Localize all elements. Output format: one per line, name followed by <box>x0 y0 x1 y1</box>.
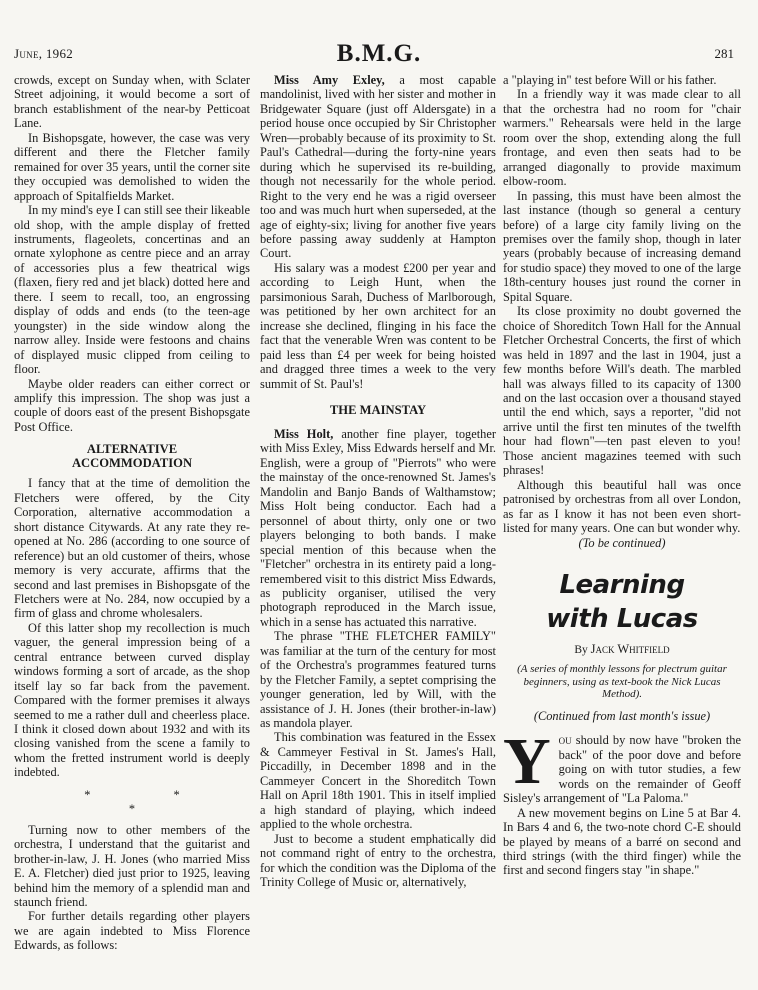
column-1 <box>14 73 250 953</box>
magazine-title: B.M.G. <box>336 40 422 67</box>
paragraph-text: a most capable mandolinist, lived with her sister and mother in Bridgewater Square (just off Aldersgate) in a period house once occupied by Sir Christopher Wren—probably because of its proximity to St. Paul's Cathedral—during the forty-nine years during which he supervised its re-building, though not necessarily for the whole period. Right to the very end he was a rigid overseer too and was much hurt when superseded, at the age of eighty-six; living for another five years before passing away suddenly at Hampton Court. <box>260 73 496 261</box>
series-note: (A series of monthly lessons for plectrum guitar beginners, using as text-book the Nick Lucas Method). <box>517 663 727 701</box>
paragraph: crowds, except on Sunday when, with Sclater Street adjoining, it would become a sort of branch establishment of the near-by Petticoat Lane. <box>14 73 250 131</box>
to-be-continued: (To be continued) <box>578 535 666 550</box>
page-header <box>0 40 758 70</box>
section-heading <box>14 442 250 470</box>
paragraph <box>260 427 496 629</box>
paragraph <box>260 73 496 261</box>
person-name: Miss Amy Exley, <box>274 73 385 87</box>
first-word: ou <box>558 733 572 748</box>
paragraph: a "playing in" test before Will or his father. <box>503 73 717 87</box>
column-2 <box>260 73 496 889</box>
paragraph: In a friendly way it was made clear to all that the orchestra had no room for "chair warmers." Rehearsals were held in the large room over the shop, extending along the full frontage, and even then seats had to be arranged diagonally to provide maximum elbow-room. <box>503 87 741 189</box>
paragraph: His salary was a modest £200 per year and according to Leigh Hunt, when the parsimonious Sarah, Duchess of Marlborough, was petitioned by her own architect for an increase she declined, flinging in his face the fact that the venerable Wren was content to be paid less than £4 per week for being hoisted and dragged three times a week to the very summit of St. Paul's! <box>260 260 496 391</box>
paragraph: Turning now to other members of the orchestra, I understand that the guitarist and brother-in-law, J. H. Jones (who married Miss E. A. Fletcher) died just prior to 1925, leaving behind him the memory of a splendid man and staunch friend. <box>14 822 250 910</box>
byline-by: By <box>574 643 591 656</box>
paragraph: This combination was featured in the Essex & Cammeyer Festival in St. James's Hall, Piccadilly, in December 1898 and in the Cammeyer Concert in the Shoreditch Town Hall on April 18th 1901. This in itself implied a high standard of playing, which indeed applied to the whole orchestra. <box>260 730 496 832</box>
paragraph: For further details regarding other players we are again indebted to Miss Florence Edwards, as follows: <box>14 909 250 953</box>
paragraph <box>503 725 741 806</box>
article-headline <box>503 568 741 636</box>
person-name: Miss Holt, <box>274 426 334 441</box>
byline <box>503 642 741 657</box>
issue-date: June, 1962 <box>14 46 74 61</box>
paragraph: In Bishopsgate, however, the case was very different and there the Fletcher family remained for over 35 years, until the corner site they occupied was demolished to widen the approach of Spitalfields Market. <box>14 130 250 203</box>
paragraph: In passing, this must have been almost the last instance (though so general a century before) of a large city family living on the premises over the family shop, though in later years (probably because of increasing demand for studio space) they moved to one of the large 18th-century houses just round the corner in Spital Square. <box>503 188 741 304</box>
section-heading-line: ACCOMMODATION <box>71 456 193 471</box>
paragraph: I fancy that at the time of demolition the Fletchers were offered, by the City Corporation, alternative accommodation a short distance Citywards. At any rate they re-opened at No. 286 (according to one source of reference) but an old customer of theirs, whose memory is very accurate, affirms that the second and last premises in Bishopsgate of the Fletchers were at No. 284, now occupied by a firm of glass and chrome wholesalers. <box>14 476 250 621</box>
paragraph: In my mind's eye I can still see their likeable old shop, with the ample display of fretted instruments, flageolets, concertinas and an ornate xylophone as centre piece and an array of accessories plus a few theatrical wigs (flaxen, fiery red and jet black) dotted here and there. I seem to recall, too, an engrossing display of odds and ends (to the teen-age youngster) in the side window along the narrow alley. Inside were festoons and chains of displayed music clipped from ceiling to floor. <box>14 203 250 377</box>
continued-note: (Continued from last month's issue) <box>533 708 711 723</box>
headline-line: with Lucas <box>546 603 698 634</box>
paragraph: Although this beautiful hall was once patronised by orchestras from all over London, as far as I know it has not been even short-listed for many years. One can but wonder why. <box>503 477 741 536</box>
column-3 <box>503 73 741 878</box>
section-heading: THE MAINSTAY <box>329 402 427 417</box>
page-number: 281 <box>714 46 734 61</box>
author-name: Jack Whitfield <box>590 641 670 656</box>
paragraph: A new movement begins on Line 5 at Bar 4. In Bars 4 and 6, the two-note chord C-E should be played by means of a barré on second and third strings (with the third finger) while the first and second fingers stay "in shape." <box>503 805 741 878</box>
paragraph: Just to become a student emphatically did not command right of entry to the orchestra, for which the condition was the Diploma of the Trinity College of Music or, alternatively, <box>260 831 496 890</box>
paragraph: The phrase "THE FLETCHER FAMILY" was familiar at the turn of the century for most of the Orchestra's programmes featured turns by the Fletcher Family, a septet comprising the younger generation, led by Will, with the assistance of J. H. Jones (their brother-in-law) as mandola player. <box>260 629 496 731</box>
section-break: * * * <box>84 787 220 817</box>
drop-cap: Y <box>503 725 551 799</box>
paragraph-text: should by now have "broken the back" of the poor dove and before going on with tutor studies, a few words on the remainder of Geoff Sisley's arrangement of "La Paloma." <box>503 733 741 806</box>
paragraph: Maybe older readers can either correct or amplify this impression. The shop was just a couple of doors east of the present Bishopsgate Post Office. <box>14 376 250 434</box>
section-heading-line: ALTERNATIVE <box>86 442 178 457</box>
paragraph: Its close proximity no doubt governed the choice of Shoreditch Town Hall for the Annual Fletcher Orchestral Concerts, the first of which was held in 1897 and the last in 1904, just a few months before Will's death. The marbled hall was always filled to its capacity of 1300 and on the last occasion over a thousand stayed until the end which, says a reporter, "did not arrive until the first ten minutes of the twelfth hour had flown"—ten past eleven to you! Those ancient magazines teemed with such phrases! <box>503 304 741 478</box>
headline-line: Learning <box>559 569 685 600</box>
paragraph-text: another fine player, together with Miss Exley, Miss Edwards herself and Mr. English, were a group of "Pierrots" who were the mainstay of the once-renowned St. James's Mandolin and Banjo Bands of Walthamstow; Miss Holt being conductor. Each had a personnel of about thirty, only one or two players belonging to both bands. I make special mention of this because when the "Fletcher" orchestra in its entirety paid a long-remembered visit to this district Miss Edwards, as publicity organiser, utilised the very photograph reproduced in the March issue, which in a sense has actuated this narrative. <box>260 426 496 629</box>
paragraph: Of this latter shop my recollection is much vaguer, the general impression being of a central entrance between curved display windows forming a sort of arcade, as the shop itself lay so far back from the pavement. Compared with the former premises it always seemed to me a rather dull and cheerless place. I think it closed down about 1932 and with its closing vanished from the scene a family to whom the fretted instrument world is deeply indebted. <box>14 620 250 780</box>
